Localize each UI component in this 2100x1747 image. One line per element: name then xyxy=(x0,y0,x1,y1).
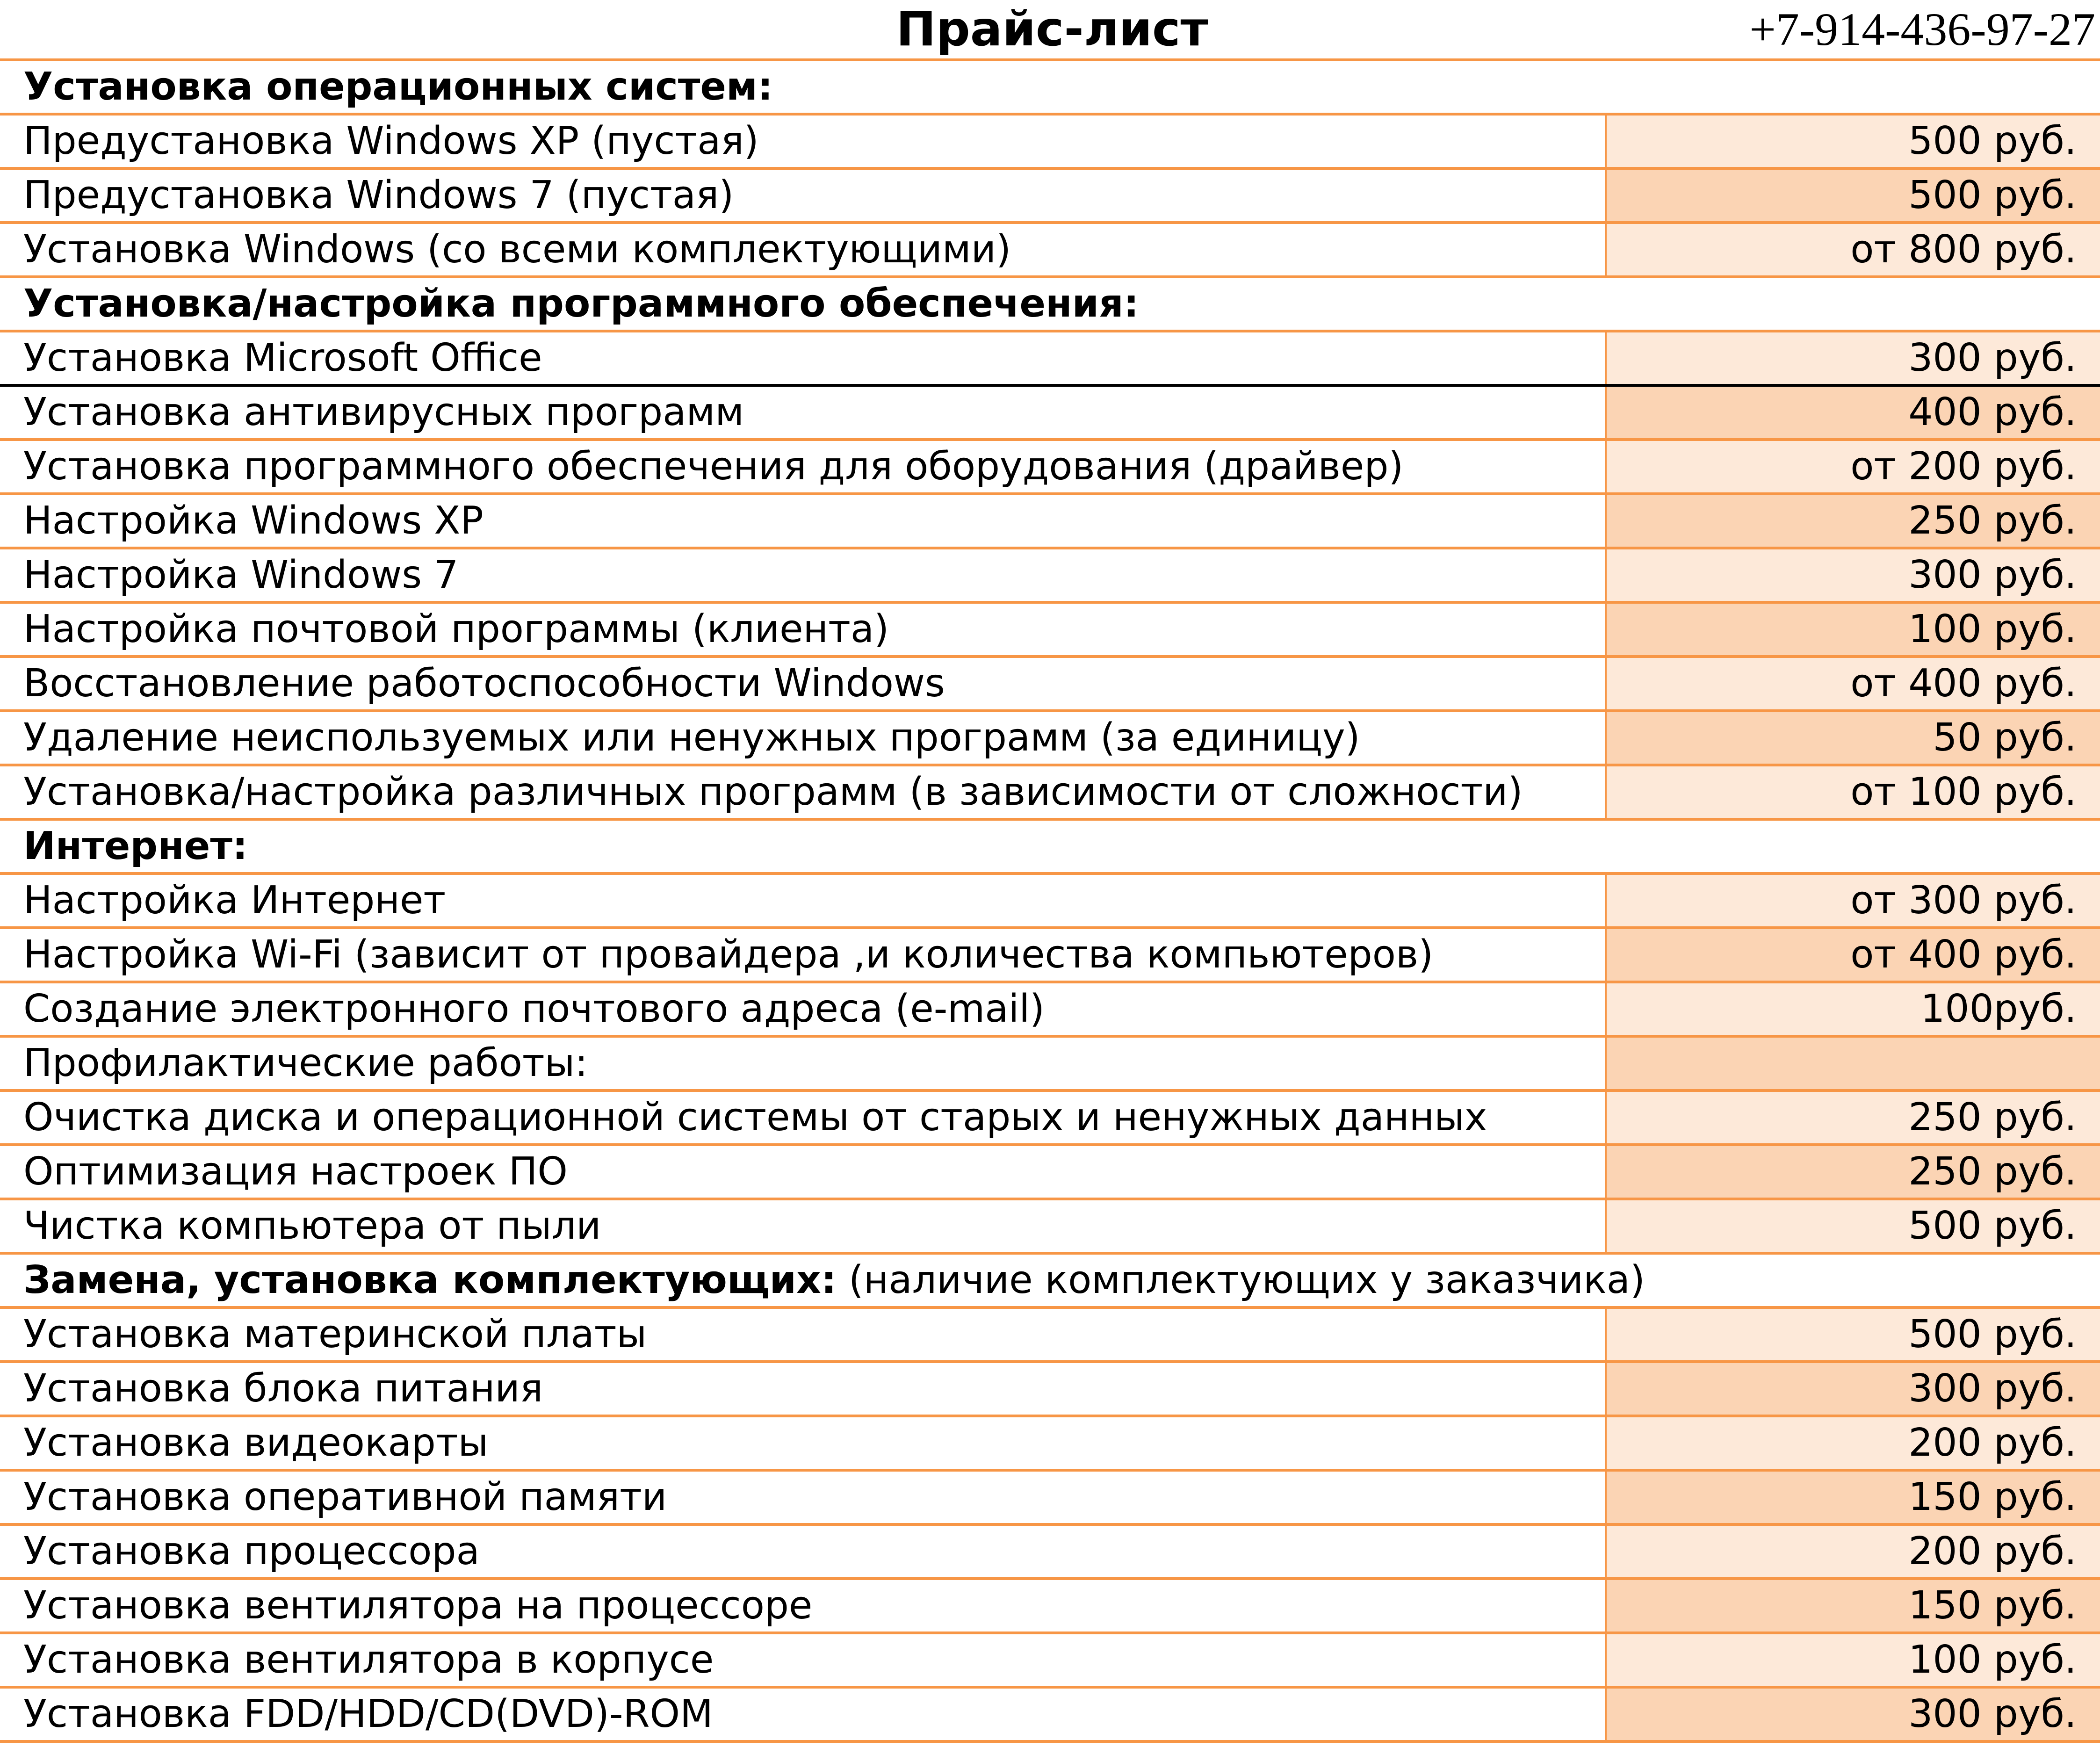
service-name-text: Удаление неиспользуемых или ненужных программ (за единицу) xyxy=(23,715,1360,760)
price-row xyxy=(0,875,2100,929)
section-header-row xyxy=(0,821,2100,875)
service-name-text: Предустановка Windows XP (пустая) xyxy=(23,119,759,163)
service-price: 500 руб. xyxy=(1605,170,2100,221)
service-price: 250 руб. xyxy=(1605,1092,2100,1143)
service-name-text: Установка/настройка различных программ (в зависимости от сложности) xyxy=(23,770,1523,814)
service-name-text: Установка вентилятора на процессоре xyxy=(23,1583,813,1628)
service-name-text: Настройка Windows XP xyxy=(23,498,484,543)
service-name xyxy=(0,224,1605,275)
service-name-text: Предустановка Windows 7 (пустая) xyxy=(23,173,734,217)
service-name-text: Установка FDD/HDD/CD(DVD)-ROM xyxy=(23,1692,713,1736)
service-price: от 100 руб. xyxy=(1605,766,2100,818)
service-price: от 200 руб. xyxy=(1605,441,2100,492)
price-table xyxy=(0,58,2100,1743)
price-row xyxy=(0,1038,2100,1092)
service-name xyxy=(0,441,1605,492)
page-title: Прайс-лист xyxy=(896,1,1208,57)
section-title xyxy=(0,278,2100,330)
service-price: 300 руб. xyxy=(1605,1363,2100,1415)
service-price: 100руб. xyxy=(1605,983,2100,1035)
price-row xyxy=(0,1472,2100,1526)
service-name xyxy=(0,1526,1605,1577)
service-name xyxy=(0,929,1605,981)
service-name-text: Создание электронного почтового адреса (e-mail) xyxy=(23,987,1045,1031)
price-row xyxy=(0,441,2100,495)
section-header-row xyxy=(0,278,2100,332)
service-price: 250 руб. xyxy=(1605,495,2100,547)
price-row xyxy=(0,1526,2100,1580)
service-price: 150 руб. xyxy=(1605,1472,2100,1523)
price-row xyxy=(0,116,2100,170)
price-row xyxy=(0,712,2100,766)
price-row xyxy=(0,766,2100,821)
service-name xyxy=(0,1363,1605,1415)
service-name-text: Оптимизация настроек ПО xyxy=(23,1149,568,1194)
service-price: 300 руб. xyxy=(1605,332,2100,384)
service-name-text: Установка программного обеспечения для оборудования (драйвер) xyxy=(23,444,1404,489)
service-price: от 300 руб. xyxy=(1605,875,2100,926)
service-name xyxy=(0,1689,1605,1740)
service-name xyxy=(0,1580,1605,1631)
service-price: 50 руб. xyxy=(1605,712,2100,764)
service-name-text: Установка материнской платы xyxy=(23,1312,647,1357)
price-row xyxy=(0,549,2100,604)
section-title-text: Замена, установка комплектующих: xyxy=(23,1258,837,1302)
section-title xyxy=(0,821,2100,872)
price-list-header xyxy=(0,0,2100,58)
price-row xyxy=(0,1309,2100,1363)
price-row xyxy=(0,1417,2100,1472)
service-price: 300 руб. xyxy=(1605,549,2100,601)
service-price: от 400 руб. xyxy=(1605,658,2100,709)
price-row xyxy=(0,1363,2100,1417)
service-name xyxy=(0,387,1605,438)
service-name-text: Установка блока питания xyxy=(23,1366,543,1411)
service-name xyxy=(0,1038,1605,1089)
service-name xyxy=(0,1146,1605,1198)
service-name-text: Восстановление работоспособности Windows xyxy=(23,661,945,706)
service-price: 500 руб. xyxy=(1605,1200,2100,1252)
price-row xyxy=(0,1200,2100,1255)
service-price: 300 руб. xyxy=(1605,1689,2100,1740)
service-price: 250 руб. xyxy=(1605,1146,2100,1198)
service-name xyxy=(0,332,1605,384)
service-name xyxy=(0,658,1605,709)
service-name-text: Настройка Интернет xyxy=(23,878,446,923)
service-price: 500 руб. xyxy=(1605,116,2100,167)
phone-number: +7-914-436-97-27 xyxy=(1749,3,2095,55)
section-title-text: Установка/настройка программного обеспечения: xyxy=(23,282,1139,326)
service-price: 500 руб. xyxy=(1605,1309,2100,1360)
service-price: 100 руб. xyxy=(1605,1634,2100,1686)
service-name xyxy=(0,983,1605,1035)
service-name-text: Установка оперативной памяти xyxy=(23,1475,667,1519)
service-name xyxy=(0,604,1605,655)
service-price: 200 руб. xyxy=(1605,1417,2100,1469)
price-row xyxy=(0,1689,2100,1743)
section-note: (наличие комплектующих у заказчика) xyxy=(836,1258,1645,1302)
service-name xyxy=(0,549,1605,601)
service-name xyxy=(0,1092,1605,1143)
service-price xyxy=(1605,1038,2100,1089)
section-header-row xyxy=(0,1255,2100,1309)
service-name-text: Настройка Windows 7 xyxy=(23,553,459,597)
price-row xyxy=(0,1580,2100,1634)
price-row xyxy=(0,224,2100,278)
price-row xyxy=(0,332,2100,387)
service-name-text: Установка процессора xyxy=(23,1529,480,1574)
service-name xyxy=(0,766,1605,818)
service-name-text: Профилактические работы: xyxy=(23,1041,588,1085)
service-price: от 400 руб. xyxy=(1605,929,2100,981)
service-price: 150 руб. xyxy=(1605,1580,2100,1631)
service-price: от 800 руб. xyxy=(1605,224,2100,275)
price-row xyxy=(0,929,2100,983)
service-name xyxy=(0,495,1605,547)
service-name-text: Установка вентилятора в корпусе xyxy=(23,1638,714,1682)
service-name xyxy=(0,170,1605,221)
service-name-text: Настройка почтовой программы (клиента) xyxy=(23,607,889,651)
service-name xyxy=(0,1634,1605,1686)
price-row xyxy=(0,604,2100,658)
service-name xyxy=(0,1417,1605,1469)
service-name-text: Установка антивирусных программ xyxy=(23,390,744,434)
price-row xyxy=(0,1146,2100,1200)
service-name-text: Очистка диска и операционной системы от старых и ненужных данных xyxy=(23,1095,1487,1140)
service-name xyxy=(0,1472,1605,1523)
price-row xyxy=(0,387,2100,441)
service-price: 100 руб. xyxy=(1605,604,2100,655)
price-row xyxy=(0,1634,2100,1689)
price-row xyxy=(0,983,2100,1038)
section-title xyxy=(0,61,2100,113)
price-row xyxy=(0,1092,2100,1146)
price-row xyxy=(0,658,2100,712)
section-title-text: Интернет: xyxy=(23,824,248,868)
service-name-text: Чистка компьютера от пыли xyxy=(23,1204,601,1248)
service-name xyxy=(0,1309,1605,1360)
service-price: 200 руб. xyxy=(1605,1526,2100,1577)
service-name-text: Установка Windows (со всеми комплектующими) xyxy=(23,227,1011,272)
service-name xyxy=(0,116,1605,167)
price-row xyxy=(0,495,2100,549)
section-header-row xyxy=(0,61,2100,116)
service-name-text: Установка видеокарты xyxy=(23,1421,489,1465)
service-name-text: Настройка Wi-Fi (зависит от провайдера ,и количества компьютеров) xyxy=(23,932,1434,977)
service-price: 400 руб. xyxy=(1605,387,2100,438)
price-row xyxy=(0,170,2100,224)
service-name xyxy=(0,1200,1605,1252)
service-name xyxy=(0,712,1605,764)
section-title xyxy=(0,1255,2100,1306)
section-title-text: Установка операционных систем: xyxy=(23,65,773,109)
service-name-text: Установка Microsoft Office xyxy=(23,336,542,380)
service-name xyxy=(0,875,1605,926)
